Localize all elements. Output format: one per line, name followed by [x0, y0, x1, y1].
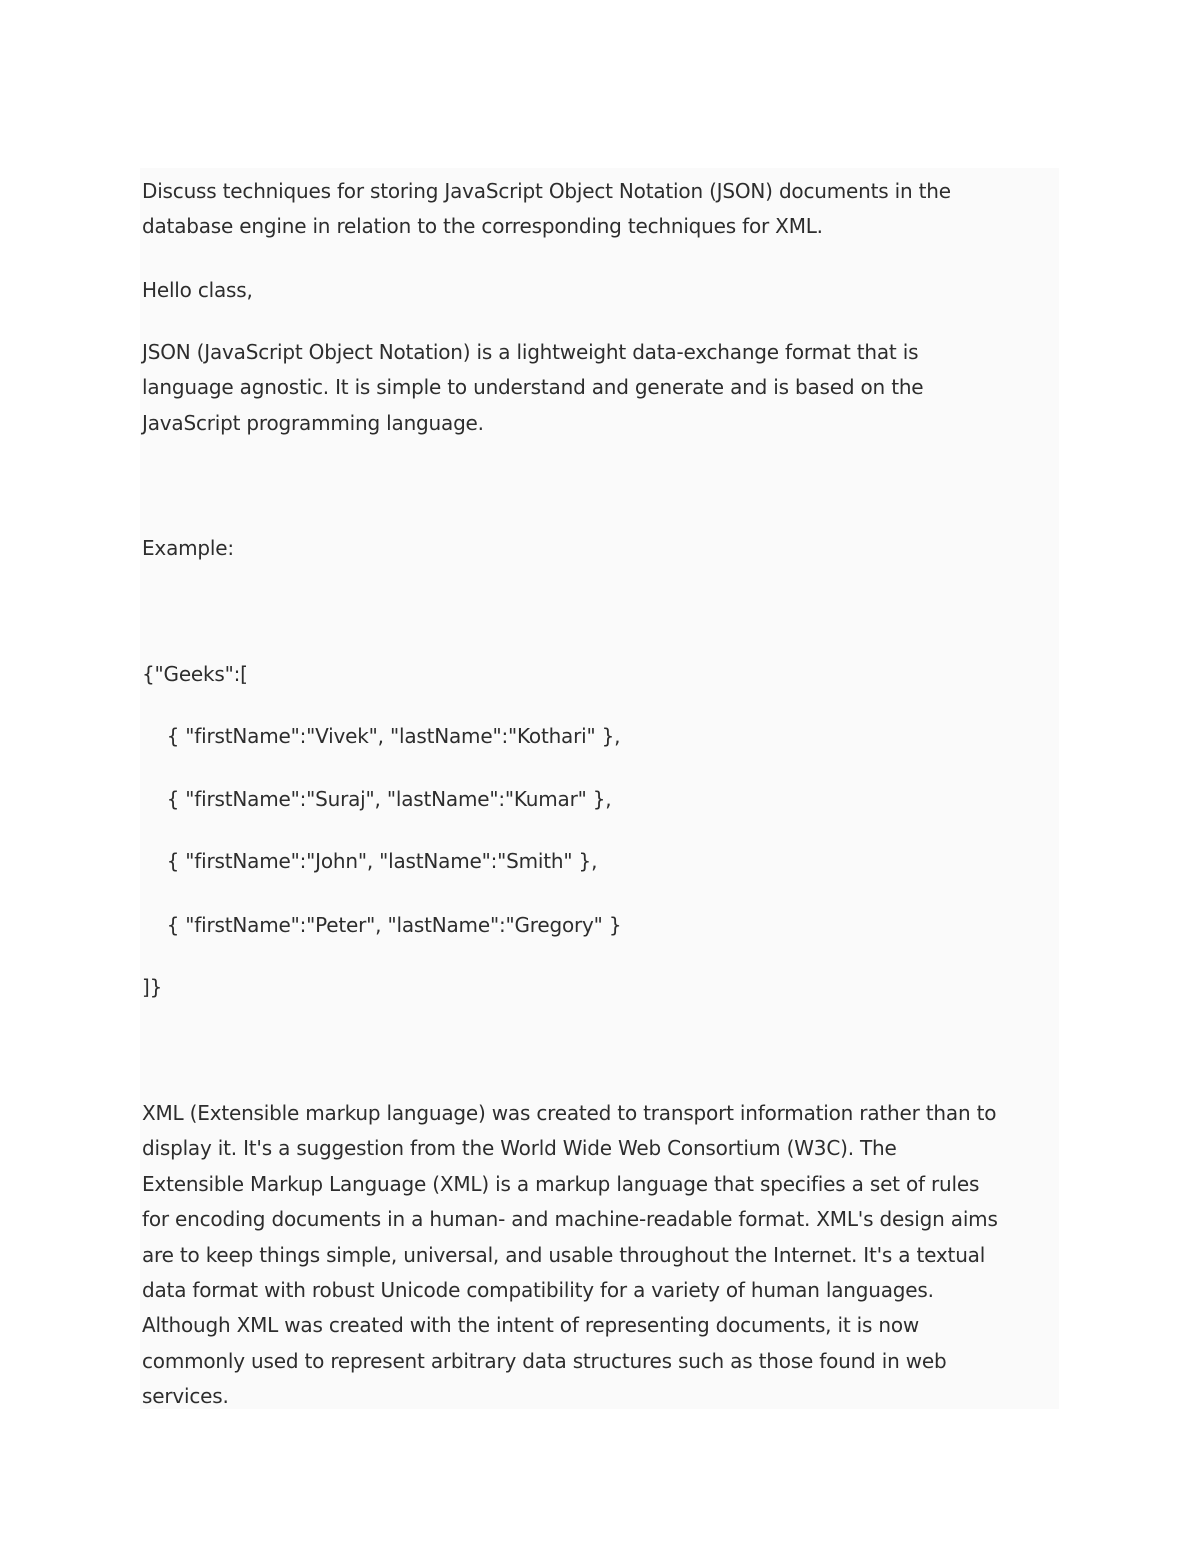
code-close: ]}: [142, 975, 163, 999]
xml-line: XML (Extensible markup language) was created to transport information rather than to: [142, 1101, 997, 1125]
code-row: { "firstName":"Suraj", "lastName":"Kumar" },: [142, 787, 612, 811]
xml-line: services.: [142, 1384, 229, 1409]
json-intro-line: JSON (JavaScript Object Notation) is a lightweight data-exchange format that is: [142, 340, 919, 364]
xml-line: Although XML was created with the intent of representing documents, it is now: [142, 1313, 920, 1338]
xml-line: for encoding documents in a human- and machine-readable format. XML's design aims: [142, 1207, 998, 1232]
xml-line: data format with robust Unicode compatibility for a variety of human languages.: [142, 1278, 934, 1303]
xml-line: Extensible Markup Language (XML) is a markup language that specifies a set of rules: [142, 1171, 980, 1196]
code-open: {"Geeks":[: [142, 662, 248, 686]
xml-line: commonly used to represent arbitrary data structures such as those found in web: [142, 1348, 947, 1373]
question-paragraph: [142, 174, 951, 245]
xml-line: are to keep things simple, universal, and usable throughout the Internet. It's a textual: [142, 1242, 986, 1267]
example-label: Example:: [142, 536, 234, 560]
xml-line: display it. It's a suggestion from the World Wide Web Consortium (W3C). The: [142, 1136, 897, 1161]
xml-paragraph: [142, 1096, 998, 1415]
code-row: { "firstName":"Peter", "lastName":"Gregory" }: [142, 913, 622, 937]
question-line: database engine in relation to the corresponding techniques for XML.: [142, 214, 823, 239]
question-line: Discuss techniques for storing JavaScript Object Notation (JSON) documents in the: [142, 179, 951, 203]
code-row: { "firstName":"John", "lastName":"Smith" },: [142, 849, 598, 873]
json-intro-line: JavaScript programming language.: [142, 410, 484, 435]
json-intro-line: language agnostic. It is simple to understand and generate and is based on the: [142, 375, 924, 400]
code-row: { "firstName":"Vivek", "lastName":"Kothari" },: [142, 724, 621, 748]
greeting: Hello class,: [142, 278, 253, 302]
json-intro-paragraph: [142, 335, 923, 441]
